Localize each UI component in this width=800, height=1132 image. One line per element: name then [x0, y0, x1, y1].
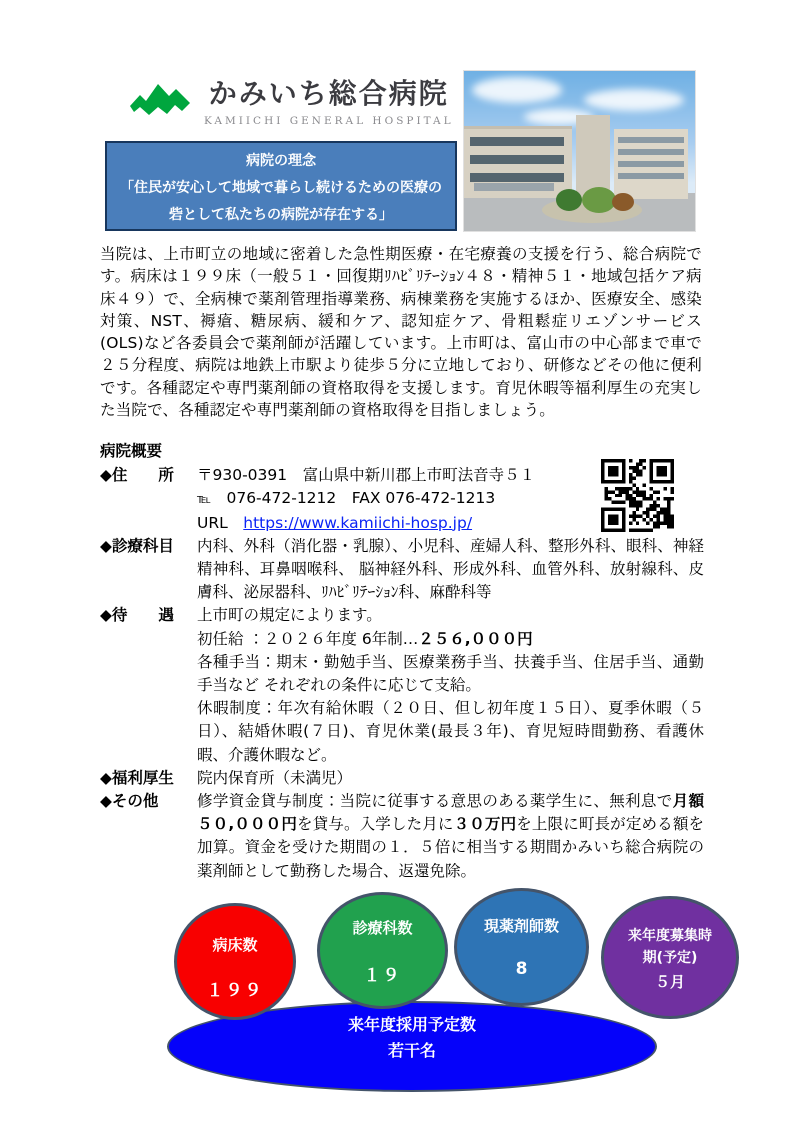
qr-code	[601, 459, 674, 532]
treatment-label: ◆待 遇	[100, 606, 174, 625]
other-text: 修学資金貸与制度：当院に従事する意思のある薬学生に、無利息で月額５０,０００円を貸与。入学した月に３０万円を上限に町長が定める額を加算。資金を受けた期間の１．５倍に相当する期間かみいち総合病院の薬剤師として勤務した場合、返還免除。	[197, 792, 704, 880]
building-right	[614, 129, 688, 199]
hospital-logo	[128, 72, 454, 127]
loan-entry-amount: ３０万円	[453, 815, 517, 834]
pharmacists-label: 現薬剤師数	[483, 917, 559, 935]
stat-beds	[174, 903, 296, 1020]
welfare-label: ◆福利厚生	[100, 768, 174, 787]
overview-row-treatment	[100, 604, 704, 766]
treatment-intro: 上市町の規定によります。	[197, 606, 382, 625]
departments-count-label: 診療科数	[352, 919, 413, 937]
beds-label: 病床数	[212, 936, 258, 954]
tel-icon: ℡	[197, 492, 211, 508]
address-line: 〒930-0391 富山県中新川郡上市町法音寺５１	[197, 466, 536, 485]
philosophy-line2: 砦として私たちの病院が存在する」	[169, 207, 393, 223]
cloud-shape	[584, 89, 684, 111]
hospital-name-en: KAMIICHI GENERAL HOSPITAL	[204, 115, 454, 127]
tree	[582, 187, 616, 213]
departments-text: 内科、外科（消化器・乳腺）、小児科、産婦人科、整形外科、眼科、神経精神科、耳鼻咽喉科、 脳神経外科、形成外科、血管外科、放射線科、皮膚科、泌尿器科、ﾘﾊﾋﾞﾘﾃｰｼｮﾝ科、麻酔科等	[197, 536, 704, 602]
beds-value: １９９	[206, 981, 264, 1001]
hospital-website-link[interactable]: https://www.kamiichi-hosp.jp/	[243, 513, 473, 532]
welfare-text: 院内保育所（未満児）	[197, 768, 353, 787]
overview-row-other	[100, 790, 704, 883]
stat-recruit-period	[601, 896, 739, 1019]
recruit-period-label1: 来年度募集時	[628, 928, 712, 944]
overview-row-departments	[100, 535, 704, 605]
planned-hires-value: 若干名	[387, 1041, 436, 1060]
recruit-period-label2: 期(予定)	[642, 950, 698, 966]
allowances-text: 各種手当：期末・勤勉手当、医療業務手当、扶養手当、住居手当、通勤手当など それぞれの条件に応じて支給。	[197, 652, 704, 695]
tel-fax-line: ℡ 076-472-1212 FAX 076-472-1213	[197, 489, 496, 508]
building-tower	[576, 115, 610, 199]
overview-heading: 病院概要	[100, 442, 163, 460]
starting-salary-line: 初任給 ：２０２６年度 6年制…２５６,０００円	[197, 629, 533, 648]
stat-departments	[317, 892, 448, 1009]
recruit-period-value: ５月	[654, 973, 685, 991]
intro-paragraph: 当院は、上市町立の地域に密着した急性期医療・在宅療養の支援を行う、総合病院です。病床は１９９床（一般５１・回復期ﾘﾊﾋﾞﾘﾃｰｼｮﾝ４８・精神５１・地域包括ケア病床４９）で、全病棟で薬剤管理指導業務、病棟業務を実施するほか、医療安全、感染対策、NST、褥瘡、糖尿病、緩和ケア、認知症ケア、骨粗鬆症リエゾンサービス(OLS)など各委員会で薬剤師が活躍しています。上市町は、富山市の中心部まで車で２５分程度、病院は地鉄上市駅より徒歩５分に立地しており、研修などその他に便利です。各種認定や専門薬剤師の資格取得を支援します。育児休暇等福利厚生の充実した当院で、各種認定や専門薬剤師の資格取得を目指しましょう。	[100, 245, 702, 420]
overview-row-welfare	[100, 767, 704, 790]
mountain-peaks-icon	[128, 78, 192, 124]
tree	[556, 189, 582, 211]
philosophy-box	[105, 141, 457, 231]
cloud-shape	[472, 77, 562, 103]
address-label: ◆住 所	[100, 466, 174, 485]
departments-count-value: １９	[363, 966, 402, 986]
departments-label: ◆診療科目	[100, 536, 174, 555]
planned-hires-label: 来年度採用予定数	[347, 1015, 476, 1034]
philosophy-title: 病院の理念	[246, 153, 316, 169]
hospital-photo	[463, 70, 696, 232]
entrance-canopy	[474, 183, 554, 191]
hospital-name: かみいち総合病院	[208, 77, 449, 110]
url-label: URL	[197, 513, 228, 532]
stat-pharmacists	[454, 888, 589, 1006]
holidays-text: 休暇制度：年次有給休暇（２０日、但し初年度１５日）、夏季休暇（５日）、結婚休暇(７日)、育児休業(最長３年)、育児短時間勤務、看護休暇、介護休暇など。	[197, 699, 704, 764]
tree	[612, 193, 634, 211]
loan-monthly-amount: 月額５０,０００円	[197, 792, 704, 834]
other-label: ◆その他	[100, 792, 159, 811]
philosophy-line1: 「住民が安心して地域で暮らし続けるための医療の	[120, 180, 442, 196]
pharmacists-value: 8	[515, 959, 528, 979]
salary-amount: ２５６,０００円	[418, 629, 533, 648]
